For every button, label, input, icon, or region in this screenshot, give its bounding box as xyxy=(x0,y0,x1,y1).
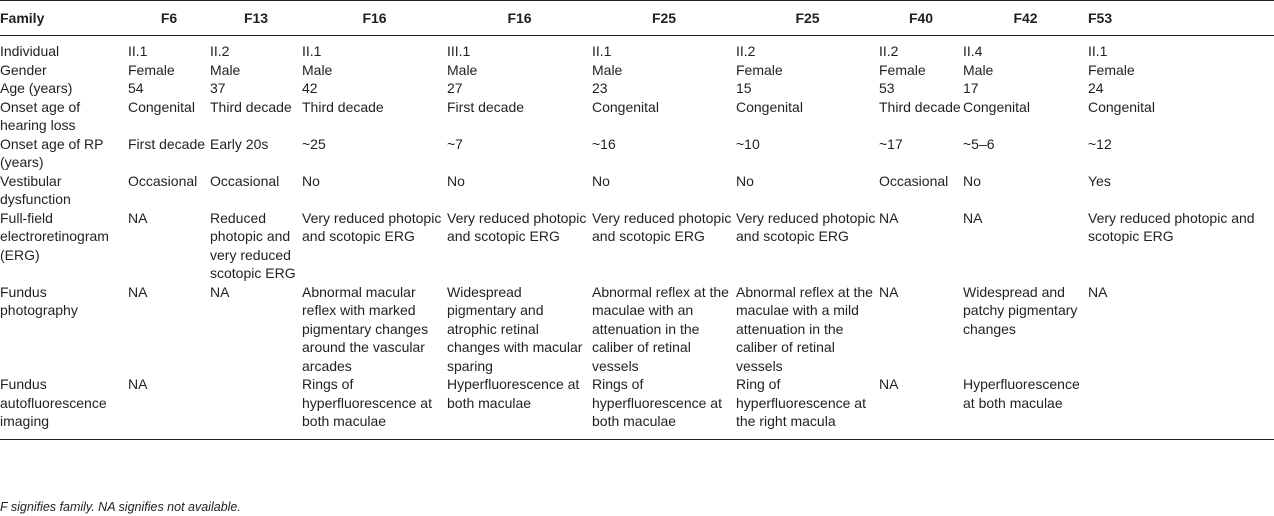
table-cell xyxy=(210,375,302,439)
table-cell: NA xyxy=(210,283,230,300)
table-cell: Hyperfluorescence at both maculae xyxy=(963,375,1088,439)
table-cell: Female xyxy=(736,61,783,78)
table-cell: NA xyxy=(879,209,899,226)
table-cell: ~5–6 xyxy=(963,135,995,152)
row-label: Age (years) xyxy=(0,80,73,96)
header-family: F6 xyxy=(160,9,178,26)
table-row xyxy=(0,98,1274,135)
table-cell: Ring of hyperfluorescence at the right macula xyxy=(736,375,879,439)
table-cell: 17 xyxy=(963,80,979,96)
table-cell: Very reduced photopic and scotopic ERG xyxy=(447,209,587,244)
table-cell: ~25 xyxy=(302,135,326,152)
row-label: Onset age of RP (years) xyxy=(0,135,104,170)
table-cell: NA xyxy=(128,209,148,226)
table-cell: 53 xyxy=(879,80,895,96)
table-cell: First decade xyxy=(128,135,206,152)
table-cell: II.1 xyxy=(128,43,148,59)
table-cell: No xyxy=(963,172,981,189)
table-cell: Third decade xyxy=(210,98,292,115)
row-label: Vestibular dysfunction xyxy=(0,172,71,207)
table-cell: Abnormal reflex at the maculae with an attenuation in the caliber of retinal vessels xyxy=(592,283,729,374)
table-cell: No xyxy=(302,172,320,189)
row-label: Gender xyxy=(0,61,47,78)
table-cell: No xyxy=(447,172,465,189)
header-family: F42 xyxy=(1013,9,1038,26)
table-cell: II.1 xyxy=(1088,43,1108,59)
header-family: F16 xyxy=(362,9,387,26)
table-cell: No xyxy=(736,172,754,189)
table-cell: Male xyxy=(592,61,623,78)
table-cell: II.1 xyxy=(592,43,612,59)
table-cell: Female xyxy=(879,61,926,78)
table-cell: ~17 xyxy=(879,135,903,152)
table-cell: Early 20s xyxy=(210,135,269,152)
table-cell: III.1 xyxy=(447,43,471,59)
header-family: F13 xyxy=(243,9,269,26)
table-cell: Very reduced photopic and scotopic ERG xyxy=(302,209,442,244)
table-cell: Hyperfluorescence at both maculae xyxy=(447,375,592,439)
table-cell: First decade xyxy=(447,98,525,115)
table-cell: 15 xyxy=(736,80,752,96)
table-cell: 24 xyxy=(1088,80,1104,96)
table-cell: II.2 xyxy=(879,43,899,59)
table-cell: 27 xyxy=(447,80,463,96)
table-cell: II.4 xyxy=(963,43,983,59)
header-family: F53 xyxy=(1088,9,1113,26)
table-cell: NA xyxy=(879,375,963,439)
table-cell xyxy=(1088,375,1274,439)
header-family-label: Family xyxy=(0,9,45,26)
header-family: F16 xyxy=(507,9,532,26)
table-cell: Occasional xyxy=(210,172,280,189)
table-cell: Yes xyxy=(1088,172,1111,189)
table-cell: Male xyxy=(447,61,478,78)
table-cell: Widespread and patchy pigmentary changes xyxy=(963,283,1078,337)
table-cell: Congenital xyxy=(1088,98,1155,115)
table-row xyxy=(0,36,1274,61)
table-cell: Male xyxy=(302,61,333,78)
table-cell: ~10 xyxy=(736,135,760,152)
row-label: Fundus autofluorescence imaging xyxy=(0,375,128,439)
table-row xyxy=(0,79,1274,98)
table-row xyxy=(0,172,1274,209)
table-cell: Very reduced photopic and scotopic ERG xyxy=(1088,209,1255,244)
table-row xyxy=(0,375,1274,439)
table-cell: Congenital xyxy=(592,98,659,115)
table-cell: II.2 xyxy=(736,43,756,59)
table-cell: Male xyxy=(210,61,241,78)
table-cell: NA xyxy=(128,375,210,439)
table-cell: II.2 xyxy=(210,43,230,59)
row-label: Onset age of hearing loss xyxy=(0,98,81,133)
table-cell: II.1 xyxy=(302,43,322,59)
table-cell: Congenital xyxy=(963,98,1030,115)
table-cell: Very reduced photopic and scotopic ERG xyxy=(592,209,732,244)
table-cell: Male xyxy=(963,61,994,78)
table-cell: Very reduced photopic and scotopic ERG xyxy=(736,209,876,244)
table-cell: Female xyxy=(1088,61,1135,78)
header-family: F40 xyxy=(908,9,934,26)
table-cell: Rings of hyperfluorescence at both maculae xyxy=(302,375,447,439)
row-label: Fundus photography xyxy=(0,283,78,318)
table-cell: 23 xyxy=(592,80,608,96)
table-cell: Abnormal reflex at the maculae with a mild attenuation in the caliber of retinal vessels xyxy=(736,283,873,374)
table-cell: 54 xyxy=(128,80,144,96)
table-cell: NA xyxy=(879,283,899,300)
table-cell: Third decade xyxy=(302,98,384,115)
table-row xyxy=(0,209,1274,283)
table-cell: Occasional xyxy=(879,172,949,189)
table-row xyxy=(0,283,1274,376)
table-cell: Rings of hyperfluorescence at both maculae xyxy=(592,375,736,439)
table-cell: Congenital xyxy=(736,98,803,115)
table-cell: ~12 xyxy=(1088,135,1112,152)
table-cell: Female xyxy=(128,61,175,78)
table-row xyxy=(0,61,1274,80)
row-label: Full-field electroretinogram (ERG) xyxy=(0,209,109,263)
header-row xyxy=(0,1,1274,36)
header-family: F25 xyxy=(651,9,677,26)
table-row xyxy=(0,135,1274,172)
table-cell: No xyxy=(592,172,610,189)
table-cell: Reduced photopic and very reduced scotopic ERG xyxy=(210,209,296,281)
table-cell: NA xyxy=(963,209,983,226)
header-family: F25 xyxy=(795,9,820,26)
table-cell: Third decade xyxy=(879,98,961,115)
table-footnote: F signifies family. NA signifies not available. xyxy=(0,500,241,514)
table-cell: 37 xyxy=(210,80,226,96)
table-cell: Congenital xyxy=(128,98,195,115)
table-cell: Occasional xyxy=(128,172,198,189)
row-label: Individual xyxy=(0,43,60,59)
table-cell: ~16 xyxy=(592,135,616,152)
table-cell: ~7 xyxy=(447,135,463,152)
table-cell: NA xyxy=(128,283,148,300)
table-cell: Abnormal macular reflex with marked pigmentary changes around the vascular arcades xyxy=(302,283,429,374)
table-cell: Widespread pigmentary and atrophic retinal changes with macular sparing xyxy=(447,283,583,374)
table-cell: NA xyxy=(1088,283,1108,300)
table-cell: 42 xyxy=(302,80,318,96)
